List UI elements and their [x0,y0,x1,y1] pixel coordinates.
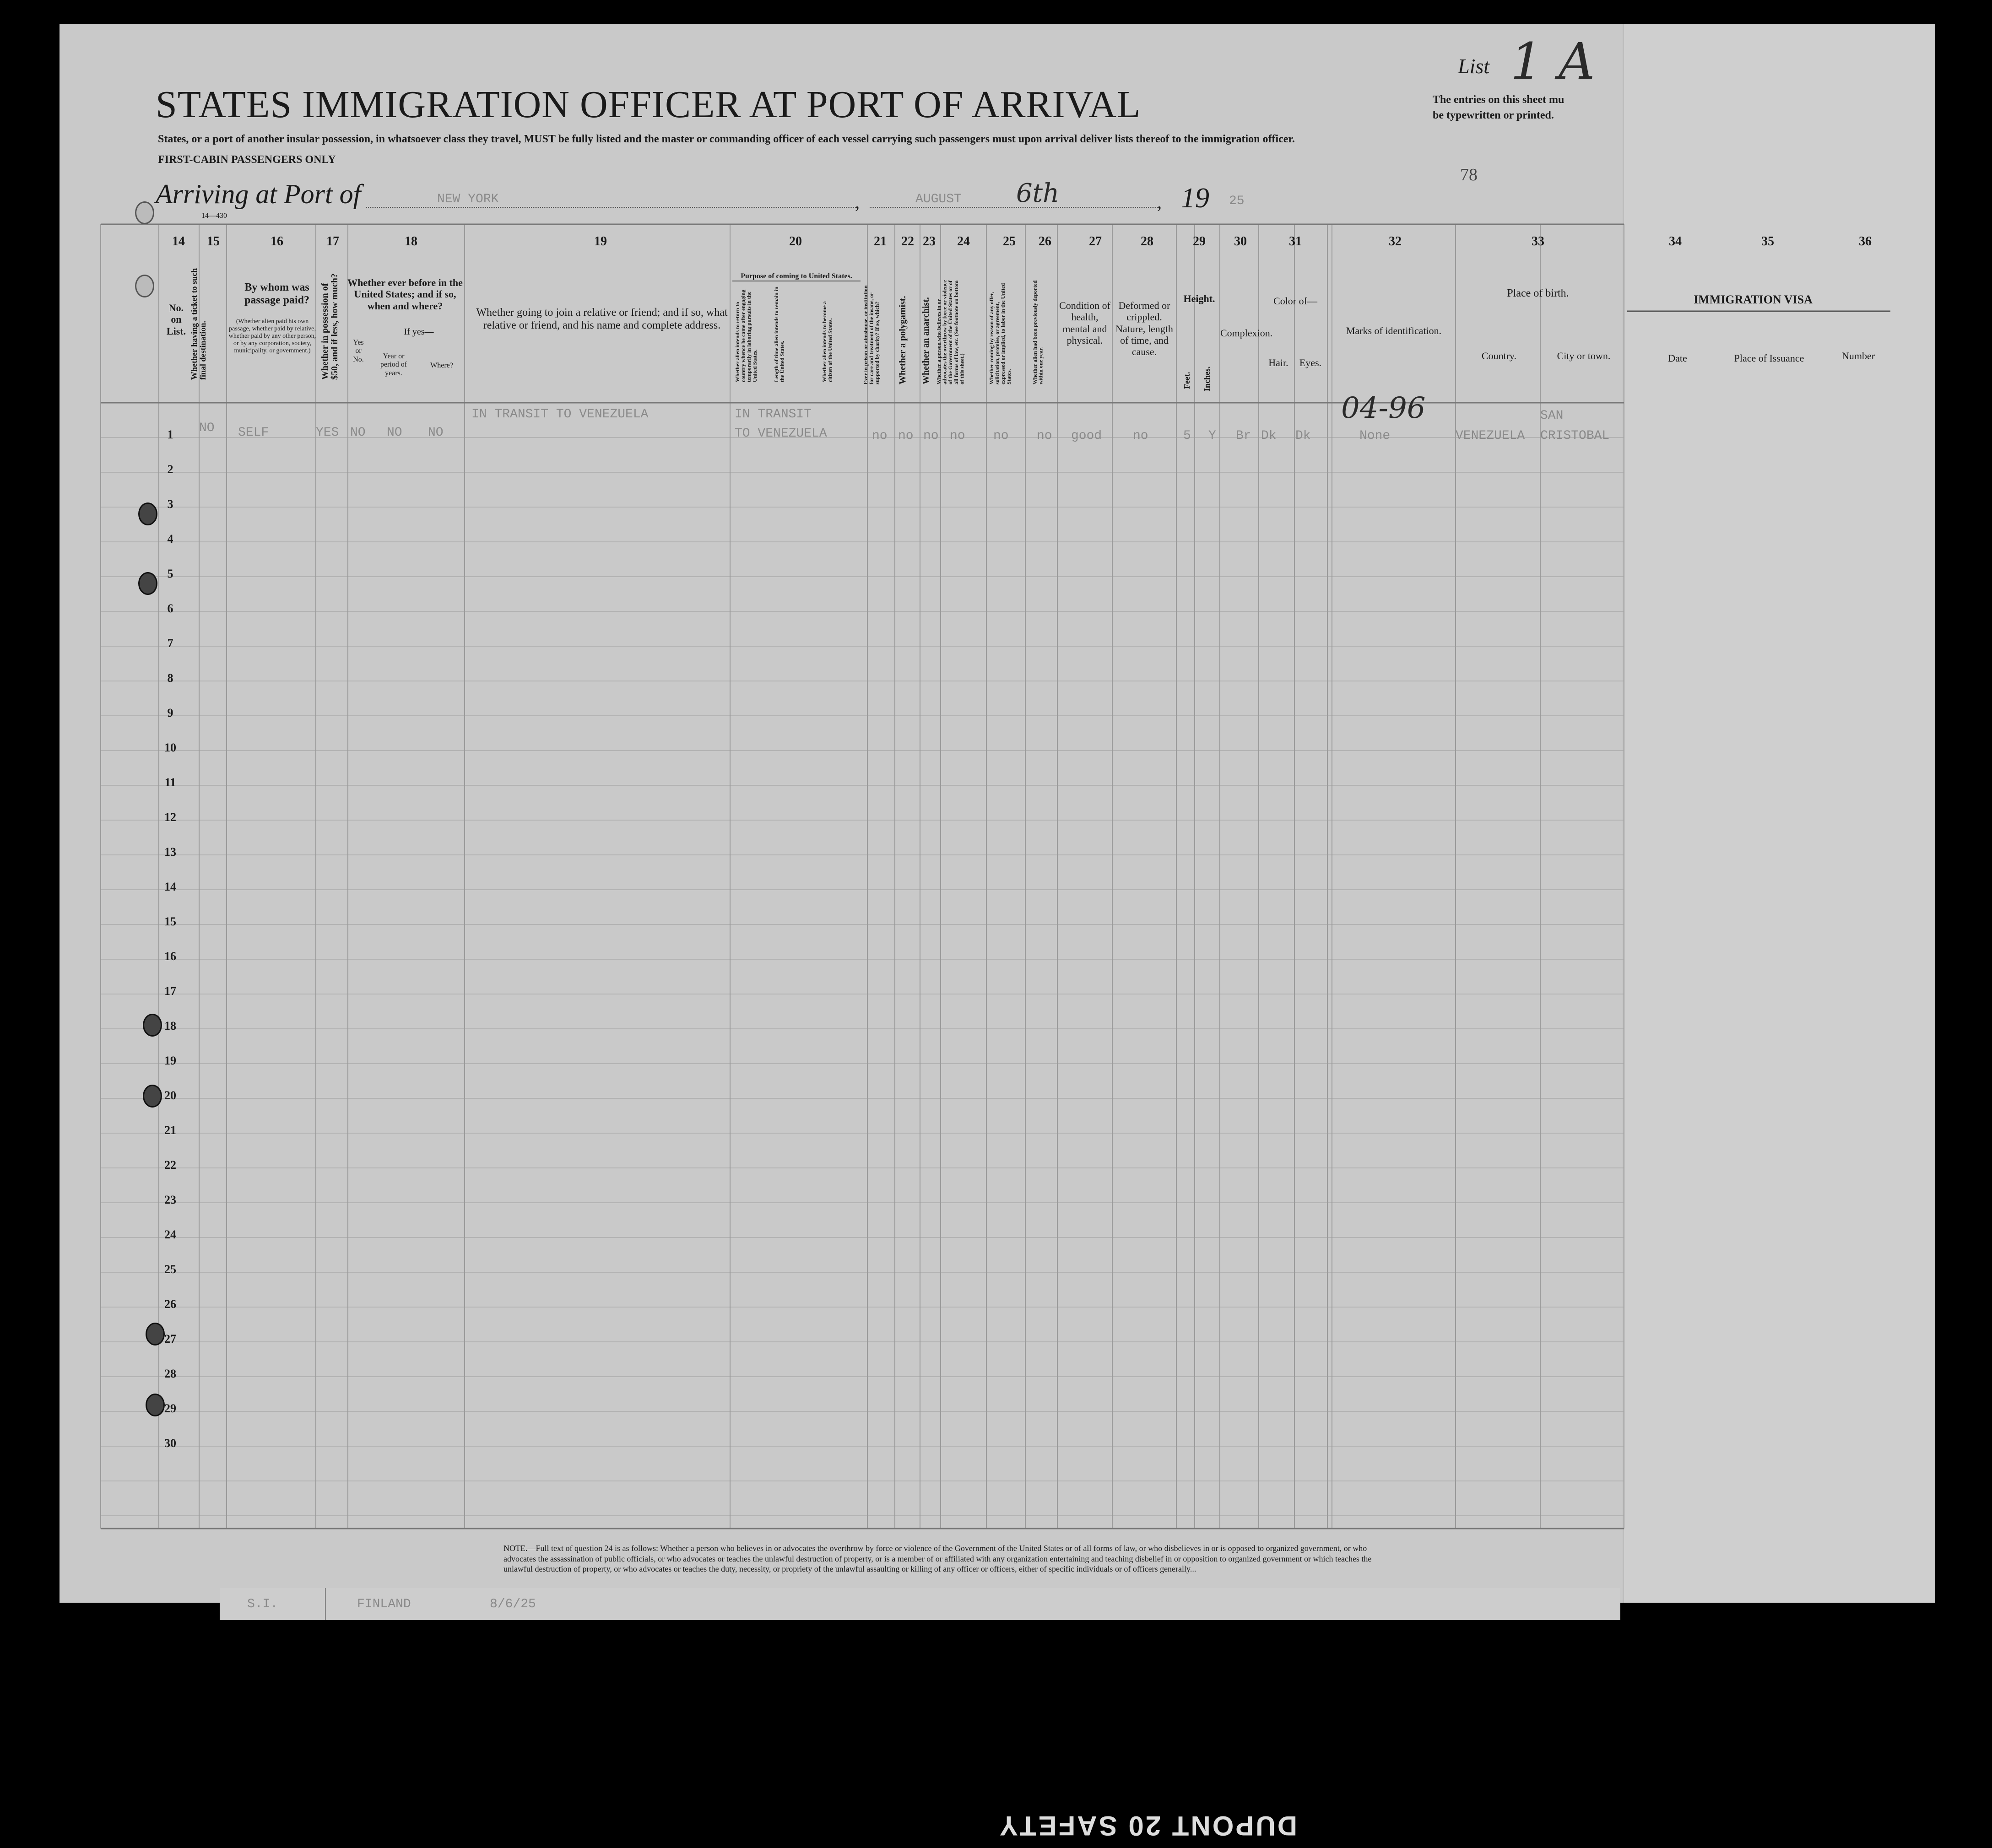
month-value: AUGUST [915,192,962,206]
col-birth-city: City or town. [1557,350,1611,362]
punch-hole [135,201,154,224]
column-number: 22 [901,234,914,249]
row-number: 27 [164,1332,176,1345]
entry-annotation: 04-96 [1341,391,1426,425]
column-number: 27 [1089,234,1102,249]
year-prefix: 19 [1181,183,1209,214]
row-number: 8 [167,671,173,685]
column-number: 21 [874,234,887,249]
col-birth-country: Country. [1481,350,1517,362]
entry-city-1: SAN [1540,409,1564,423]
entry-offer: no [993,429,1009,443]
col-eyes: Eyes. [1299,357,1322,368]
column-number: 33 [1532,234,1544,249]
visa-place: Place of Issuance [1734,352,1804,364]
list-number: 1 A [1510,32,1595,91]
col-if-yes: If yes— [404,327,434,337]
entry-overthrow: no [950,429,965,443]
entry-eyes: Dk [1295,429,1311,443]
typewritten-instructions: The entries on this sheet mu be typewritten or printed. [1433,94,1564,121]
row-number: 13 [164,845,176,859]
row-number: 12 [164,811,176,824]
entry-deported: no [1037,429,1052,443]
row-number: 14 [164,880,176,893]
port-line [366,207,856,208]
entry-marks: None [1359,429,1391,443]
row-number: 25 [164,1263,176,1276]
column-number: 24 [957,234,970,249]
page-title: STATES IMMIGRATION OFFICER AT PORT OF ARRIVAL [156,83,1141,126]
col-purpose-a: Whether alien intends to return to country whence he came after engaging temporarily in laboring pursuits in the United States. [734,289,758,382]
row-number: 16 [164,950,176,963]
col-offer: Whether coming by reason of any offer, solicitation, promise, or agreement, expressed or implied, to labor in the United States. [988,283,1012,384]
column-number: 17 [326,234,339,249]
row-number: 5 [167,567,173,580]
entry-join-relative: IN TRANSIT TO VENEZUELA [471,407,649,421]
comma-2: , [1157,192,1162,212]
entry-anarchist: no [923,429,939,443]
comma-1: , [855,192,860,212]
row-number: 10 [164,741,176,754]
entry-inches: Y [1208,429,1216,443]
entry-50: YES [316,426,339,440]
col-polygamist: Whether a polygamist. [898,296,908,384]
row-number: 28 [164,1367,176,1380]
col-ever-yes-no: Yes or No. [353,339,364,363]
col-ever-before: Whether ever before in the United States; and if so, when and where? [347,277,463,312]
column-number: 36 [1859,234,1872,249]
col-complexion: Complexion. [1220,327,1273,339]
visa-number: Number [1841,350,1875,362]
row-number: 3 [167,497,173,511]
port-value: NEW YORK [437,192,499,206]
col-paid-by-note: (Whether alien paid his own passage, whether paid by relative, whether paid by any other person, or by any corporation, society, municipality, or government.) [228,318,316,355]
entry-ever-before: NO [350,426,366,440]
strip-country: FINLAND [357,1597,411,1611]
column-number: 15 [207,234,220,249]
row-number: 19 [164,1054,176,1067]
entry-health: good [1071,429,1102,443]
strip-date: 8/6/25 [490,1597,536,1611]
column-number: 25 [1003,234,1016,249]
entry-city-2: CRISTOBAL [1540,429,1610,443]
row-number: 9 [167,706,173,719]
column-number: 31 [1289,234,1302,249]
strip-code: S.I. [247,1597,278,1611]
row-number: 30 [164,1437,176,1450]
year-suffix: 25 [1229,194,1245,208]
entry-deformed: no [1133,429,1148,443]
column-number: 35 [1761,234,1774,249]
punch-hole [146,1323,165,1345]
row-number: 22 [164,1158,176,1172]
punch-hole [138,572,157,595]
col-paid-by-title: By whom was passage paid? [244,281,310,306]
sheet-number: 78 [1460,165,1478,184]
entry-purpose-2: TO VENEZUELA [735,427,827,441]
row-number: 1 [167,428,173,441]
row-number: 20 [164,1089,176,1102]
row-number: 17 [164,984,176,998]
class-label: FIRST-CABIN PASSENGERS ONLY [158,154,336,166]
row-number: 4 [167,532,173,546]
col-health: Condition of health, mental and physical. [1059,300,1110,346]
statement: States, or a port of another insular possession, in whatsoever class they travel, MUST be fully listed and the master or commanding officer of each vessel carrying such passengers must upon arrival deliver lists thereof to the immigration officer. [158,133,1295,145]
row-number: 23 [164,1193,176,1206]
row-number: 29 [164,1402,176,1415]
column-number: 30 [1234,234,1247,249]
col-no-on-list: No. on List. [166,302,186,337]
punch-hole [135,275,154,297]
col-50-dollars: Whether in possession of $50, and if less, how much? [320,273,340,380]
column-number: 34 [1669,234,1682,249]
date-line [870,207,1158,208]
column-number: 26 [1039,234,1051,249]
row-number: 7 [167,637,173,650]
col-overthrow: Whether a person who believes in or advocates the overthrow by force or violence of the Government of the United States or of all forms of law, etc. (See footnote on bottom of this sheet.) [936,280,965,384]
punch-hole [138,503,157,525]
row-number: 11 [164,776,176,789]
entry-where: NO [428,426,444,440]
entry-period: NO [387,426,402,440]
column-number: 18 [405,234,417,249]
visa-date: Date [1668,352,1687,364]
col-deformed: Deformed or crippled. Nature, length of time, and cause. [1115,300,1173,358]
entry-ticket: NO [199,421,215,435]
col-purpose-c: Whether alien intends to become a citizen of the United States. [821,301,834,382]
entry-complexion: Br [1236,429,1251,443]
row-number: 18 [164,1019,176,1032]
column-number: 28 [1141,234,1153,249]
col-marks: Marks of identification. [1346,325,1442,336]
form-number: 14—430 [201,212,227,220]
day-value: 6th [1016,178,1060,208]
list-label: List [1458,54,1490,78]
row-number: 26 [164,1297,176,1311]
col-period: Year or period of years. [380,352,407,377]
col-feet: Feet. [1182,372,1191,389]
entry-polygamist: no [898,429,914,443]
column-number: 23 [923,234,936,249]
col-purpose-title: Purpose of coming to United States. [732,272,861,281]
col-ticket: Whether having a ticket to such final destination. [189,268,207,380]
col-prison: Ever in prison or almshouse, or institution for care and treatment of the insane, or supported by charity? If so, which? [862,285,881,384]
col-inches: Inches. [1202,366,1212,391]
row-number: 15 [164,915,176,928]
column-number: 29 [1193,234,1206,249]
col-hair: Hair. [1268,357,1288,368]
entry-prison: no [872,429,888,443]
row-number: 24 [164,1228,176,1241]
col-height: Height. [1183,293,1215,304]
col-anarchist: Whether an anarchist. [921,297,931,384]
film-edge-text: DUPONT 20 SAFETY [998,1810,1298,1841]
col-where: Where? [430,362,453,369]
entry-purpose-1: IN TRANSIT [735,407,812,421]
punch-hole [143,1085,162,1108]
entry-feet: 5 [1183,429,1191,443]
col-color: Color of— [1273,295,1317,307]
column-number: 20 [789,234,802,249]
col-purpose-b: Length of time alien intends to remain in the United States. [773,286,785,382]
entry-country: VENEZUELA [1456,429,1525,443]
entry-hair: Dk [1261,429,1277,443]
col-birth-title: Place of birth. [1507,287,1569,299]
visa-title: IMMIGRATION VISA [1694,293,1813,306]
footnote: NOTE.—Full text of question 24 is as follows: Whether a person who believes in or advocates the overthrow by force or violence of the Government of the United States or of all forms of law, or who disbelieves in or is opposed to organized government, or who advocates the assassination of public officials, or who advocates or teaches the unlawful destruction of property, or is a member of or affiliated with any organization entertaining and teaching disbelief in or opposition to organized government or which teaches the unlawful destruction of property, or who advocates or teaches the duty, necessity, or propriety of the unlawful assaulting or killing of any officer or officers, either of specific individuals or of officers generally... [503,1544,1372,1573]
col-deported: Whether alien had been previously deported within one year. [1032,280,1044,384]
arriving-label: Arriving at Port of [156,179,361,209]
column-number: 16 [271,234,283,249]
column-number: 14 [172,234,185,249]
column-number: 32 [1389,234,1402,249]
col-join-relative: Whether going to join a relative or friend; and if so, what relative or friend, and his name and complete address. [476,307,728,331]
row-number: 2 [167,463,173,476]
punch-hole [146,1394,165,1416]
column-number: 19 [594,234,607,249]
row-number: 21 [164,1124,176,1137]
punch-hole [143,1014,162,1037]
entry-paid-by: SELF [238,426,269,440]
row-number: 6 [167,602,173,615]
